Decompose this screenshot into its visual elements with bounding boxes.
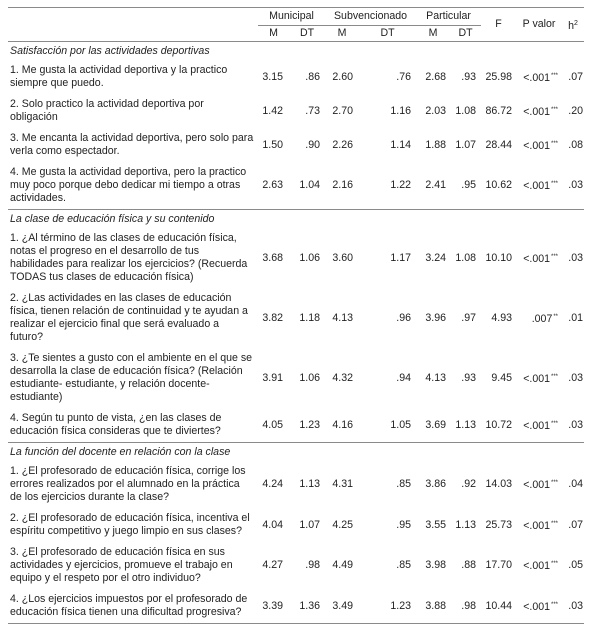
cell-f-value: 86.72	[485, 104, 513, 117]
item-text: 1. ¿Al término de las clases de educación física, notas el progreso en el desarrollo de tus habilidades para realizar los ejercicios? (Recuerda TODAS tus clases de educación física)	[10, 232, 248, 283]
header-f: F	[481, 8, 516, 42]
cell-particular-m: 2.03	[425, 104, 447, 117]
cell-particular-m: 1.88	[425, 138, 447, 151]
p-value-text: .007	[531, 312, 553, 325]
header-h2-sup: 2	[574, 19, 578, 27]
cell-p-value	[516, 94, 562, 128]
table-row	[8, 408, 584, 443]
cell-subvencionado-dt: 1.14	[390, 138, 412, 151]
cell-eta-squared: .03	[568, 179, 584, 191]
section-header	[8, 443, 584, 462]
cell-eta-squared: .07	[568, 70, 584, 83]
cell-municipal-dt: .73	[305, 104, 320, 117]
table-row	[8, 288, 584, 348]
header-particular: Particular	[416, 8, 481, 26]
significance-stars: ***	[551, 601, 559, 608]
cell-particular-dt: .98	[450, 589, 481, 624]
cell-f-value: 4.93	[491, 311, 513, 324]
cell-subvencionado-dt: .94	[396, 371, 412, 384]
section-title: Satisfacción por las actividades deportivas	[10, 44, 210, 57]
cell-particular-m: 3.96	[425, 311, 447, 324]
cell-municipal-dt: 1.06	[299, 251, 320, 264]
cell-particular-dt: 1.07	[455, 138, 477, 151]
item-text: 4. ¿Los ejercicios impuestos por el profesorado de educación física tienen una dificultad progresiva?	[8, 589, 258, 624]
item-text: 3. Me encanta la actividad deportiva, pero solo para verla como espectador.	[10, 132, 254, 157]
section-header	[8, 42, 584, 61]
cell-municipal-m: 3.15	[262, 70, 283, 83]
p-value-text: <.001	[523, 560, 550, 572]
item-text: 4. Según tu punto de vista, ¿en las clases de educación física consideras que te diviertes?	[10, 412, 222, 437]
cell-particular-m: 2.68	[425, 70, 447, 83]
header-empty-2	[8, 26, 258, 42]
cell-p-value	[516, 128, 562, 162]
item-text: 3. ¿Te sientes a gusto con el ambiente en el que se desarrolla la clase de educación física? (Relación estudiante- estudiante, y relación docente-estudiante)	[10, 352, 253, 403]
item-text: 1. Me gusta la actividad deportiva y la practico siempre que puedo.	[10, 64, 228, 89]
cell-particular-m: 3.98	[425, 559, 447, 571]
significance-stars: ***	[551, 561, 559, 567]
cell-subvencionado-m: 4.49	[332, 559, 353, 571]
cell-f-value: 10.72	[485, 418, 513, 431]
header-row-groups	[8, 8, 584, 26]
cell-subvencionado-m: 4.16	[332, 418, 353, 431]
cell-eta-squared: .04	[568, 478, 584, 490]
cell-municipal-dt: 1.04	[299, 179, 320, 191]
significance-stars: ***	[551, 181, 559, 187]
header-dt-particular: DT	[450, 26, 481, 42]
cell-particular-dt: 1.08	[455, 104, 477, 117]
item-text: 2. ¿Las actividades en las clases de educación física, tienen relación de continuidad y te ayudan a realizar el ejercicio final que será evaluado a futuro?	[10, 292, 248, 343]
cell-p-value	[516, 60, 562, 94]
cell-municipal-dt: .86	[305, 70, 320, 83]
item-text: 1. ¿El profesorado de educación física, corrige los errores realizados por el alumnado en la práctica de los ejercicios durante la clase?	[10, 465, 246, 503]
p-value-text: <.001	[523, 252, 550, 265]
table-body	[8, 42, 584, 624]
cell-subvencionado-m: 3.49	[325, 589, 359, 624]
p-value-text: <.001	[523, 600, 550, 613]
cell-eta-squared: .05	[568, 559, 584, 571]
cell-particular-dt: 1.13	[455, 418, 477, 431]
cell-municipal-m: 3.91	[262, 371, 283, 384]
header-eta-squared	[562, 8, 584, 42]
p-value-text: <.001	[523, 180, 550, 192]
results-table	[8, 7, 584, 624]
cell-particular-m: 2.41	[425, 179, 447, 191]
cell-municipal-dt: 1.07	[299, 518, 320, 531]
cell-f-value: 10.10	[485, 251, 513, 264]
cell-municipal-m: 3.68	[262, 251, 283, 264]
table-row	[8, 542, 584, 589]
cell-particular-dt: .88	[461, 559, 477, 571]
cell-particular-dt: .93	[461, 371, 477, 384]
cell-particular-dt: .93	[461, 70, 477, 83]
header-h2-base: h	[568, 19, 575, 32]
header-dt-subvencionado: DT	[359, 26, 416, 42]
p-value-text: <.001	[523, 372, 550, 385]
cell-f-value: 14.03	[485, 478, 513, 490]
significance-stars: ***	[551, 140, 559, 147]
header-empty	[8, 8, 258, 26]
table-row	[8, 228, 584, 288]
significance-stars: ***	[551, 253, 559, 260]
p-value-text: <.001	[523, 479, 550, 491]
cell-p-value	[516, 348, 562, 408]
cell-subvencionado-m: 4.32	[332, 371, 353, 384]
cell-municipal-dt: .90	[305, 138, 320, 151]
cell-f-value: 25.73	[485, 518, 513, 531]
table-row	[8, 128, 584, 162]
cell-municipal-m: 3.39	[258, 589, 289, 624]
cell-particular-dt: 1.08	[455, 251, 477, 264]
cell-particular-m: 4.13	[425, 371, 447, 384]
cell-p-value	[516, 162, 562, 210]
p-value-text: <.001	[523, 139, 550, 152]
header-dt-municipal: DT	[289, 26, 325, 42]
cell-municipal-m: 4.04	[262, 518, 283, 531]
cell-eta-squared: .20	[568, 104, 584, 117]
header-subvencionado: Subvencionado	[325, 8, 416, 26]
header-m-municipal: M	[258, 26, 289, 42]
table-row	[8, 589, 584, 624]
cell-f-value: 10.44	[481, 589, 516, 624]
cell-subvencionado-dt: 1.22	[390, 179, 412, 191]
cell-subvencionado-m: 2.70	[332, 104, 353, 117]
cell-p-value	[516, 508, 562, 542]
table-row	[8, 60, 584, 94]
cell-municipal-m: 3.82	[262, 311, 283, 324]
cell-f-value: 10.62	[485, 179, 513, 191]
cell-subvencionado-dt: .76	[396, 70, 412, 83]
cell-subvencionado-m: 2.16	[332, 179, 353, 191]
cell-subvencionado-m: 4.13	[332, 311, 353, 324]
cell-particular-m: 3.86	[425, 478, 447, 490]
item-text: 2. Solo practico la actividad deportiva por obligación	[10, 98, 204, 123]
cell-eta-squared: .08	[568, 138, 584, 151]
item-text: 2. ¿El profesorado de educación física, incentiva el espíritu competitivo y juego limpio en sus clases?	[10, 512, 250, 537]
significance-stars: ***	[551, 480, 559, 486]
cell-municipal-m: 1.50	[262, 138, 283, 151]
header-m-subvencionado: M	[325, 26, 359, 42]
cell-municipal-m: 1.42	[262, 104, 283, 117]
cell-p-value	[516, 589, 562, 624]
cell-eta-squared: .03	[568, 418, 584, 431]
cell-subvencionado-dt: 1.23	[359, 589, 416, 624]
item-text: 3. ¿El profesorado de educación física en sus actividades y ejercicios, promueve el trabajo en equipo y el respeto por el otro individuo?	[10, 546, 233, 584]
p-value-text: <.001	[523, 71, 550, 84]
cell-p-value	[516, 408, 562, 443]
cell-subvencionado-m: 4.31	[332, 478, 353, 490]
section-header	[8, 210, 584, 229]
section-title: La clase de educación física y su contenido	[8, 210, 584, 229]
cell-f-value: 25.98	[485, 70, 513, 83]
cell-particular-dt: .92	[461, 478, 477, 490]
cell-subvencionado-dt: 1.16	[390, 104, 412, 117]
p-value-text: <.001	[523, 519, 550, 532]
significance-stars: ***	[551, 106, 559, 113]
cell-eta-squared: .01	[568, 311, 584, 324]
header-municipal: Municipal	[258, 8, 325, 26]
cell-f-value: 17.70	[485, 559, 513, 571]
significance-stars: ***	[551, 72, 559, 79]
cell-municipal-dt: 1.18	[299, 311, 320, 324]
cell-subvencionado-dt: .95	[396, 518, 412, 531]
table-row	[8, 461, 584, 508]
table-row	[8, 508, 584, 542]
cell-particular-dt: 1.13	[455, 518, 477, 531]
cell-subvencionado-m: 3.60	[332, 251, 353, 264]
table-row	[8, 94, 584, 128]
cell-subvencionado-dt: .96	[396, 311, 412, 324]
cell-p-value	[516, 461, 562, 508]
cell-municipal-m: 4.27	[262, 559, 283, 571]
header-p-valor: P valor	[516, 8, 562, 42]
header-m-particular: M	[416, 26, 450, 42]
cell-subvencionado-dt: .85	[396, 478, 412, 490]
cell-municipal-m: 4.24	[262, 478, 283, 490]
cell-subvencionado-m: 2.26	[332, 138, 353, 151]
cell-particular-m: 3.69	[425, 418, 447, 431]
cell-particular-m: 3.88	[416, 589, 450, 624]
cell-eta-squared: .07	[568, 518, 584, 531]
significance-stars: **	[553, 313, 559, 320]
cell-municipal-m: 2.63	[262, 179, 283, 191]
cell-municipal-m: 4.05	[262, 418, 283, 431]
cell-p-value	[516, 228, 562, 288]
table-row	[8, 162, 584, 210]
cell-eta-squared: .03	[568, 251, 584, 264]
cell-eta-squared: .03	[568, 371, 584, 384]
cell-municipal-dt: 1.23	[299, 418, 320, 431]
cell-particular-m: 3.24	[425, 251, 447, 264]
cell-municipal-dt: 1.36	[289, 589, 325, 624]
cell-municipal-dt: 1.13	[299, 478, 320, 490]
significance-stars: ***	[551, 520, 559, 527]
cell-subvencionado-dt: .85	[396, 559, 412, 571]
cell-municipal-dt: .98	[305, 559, 320, 571]
section-title: La función del docente en relación con la clase	[8, 443, 584, 462]
cell-f-value: 28.44	[485, 138, 513, 151]
significance-stars: ***	[551, 373, 559, 380]
item-text: 4. Me gusta la actividad deportiva, pero la practico muy poco porque debo dedicar mi tiempo a otras actividades.	[10, 166, 247, 204]
p-value-text: <.001	[523, 105, 550, 118]
cell-subvencionado-dt: 1.17	[390, 251, 412, 264]
cell-particular-m: 3.55	[425, 518, 447, 531]
cell-subvencionado-dt: 1.05	[390, 418, 412, 431]
cell-municipal-dt: 1.06	[299, 371, 320, 384]
cell-eta-squared: .03	[562, 589, 584, 624]
p-value-text: <.001	[523, 419, 550, 432]
table-row	[8, 348, 584, 408]
cell-particular-dt: .95	[461, 179, 477, 191]
cell-subvencionado-m: 2.60	[332, 70, 353, 83]
significance-stars: ***	[551, 420, 559, 427]
cell-p-value	[516, 542, 562, 589]
cell-f-value: 9.45	[491, 371, 513, 384]
cell-p-value	[516, 288, 562, 348]
cell-particular-dt: .97	[461, 311, 477, 324]
cell-subvencionado-m: 4.25	[332, 518, 353, 531]
